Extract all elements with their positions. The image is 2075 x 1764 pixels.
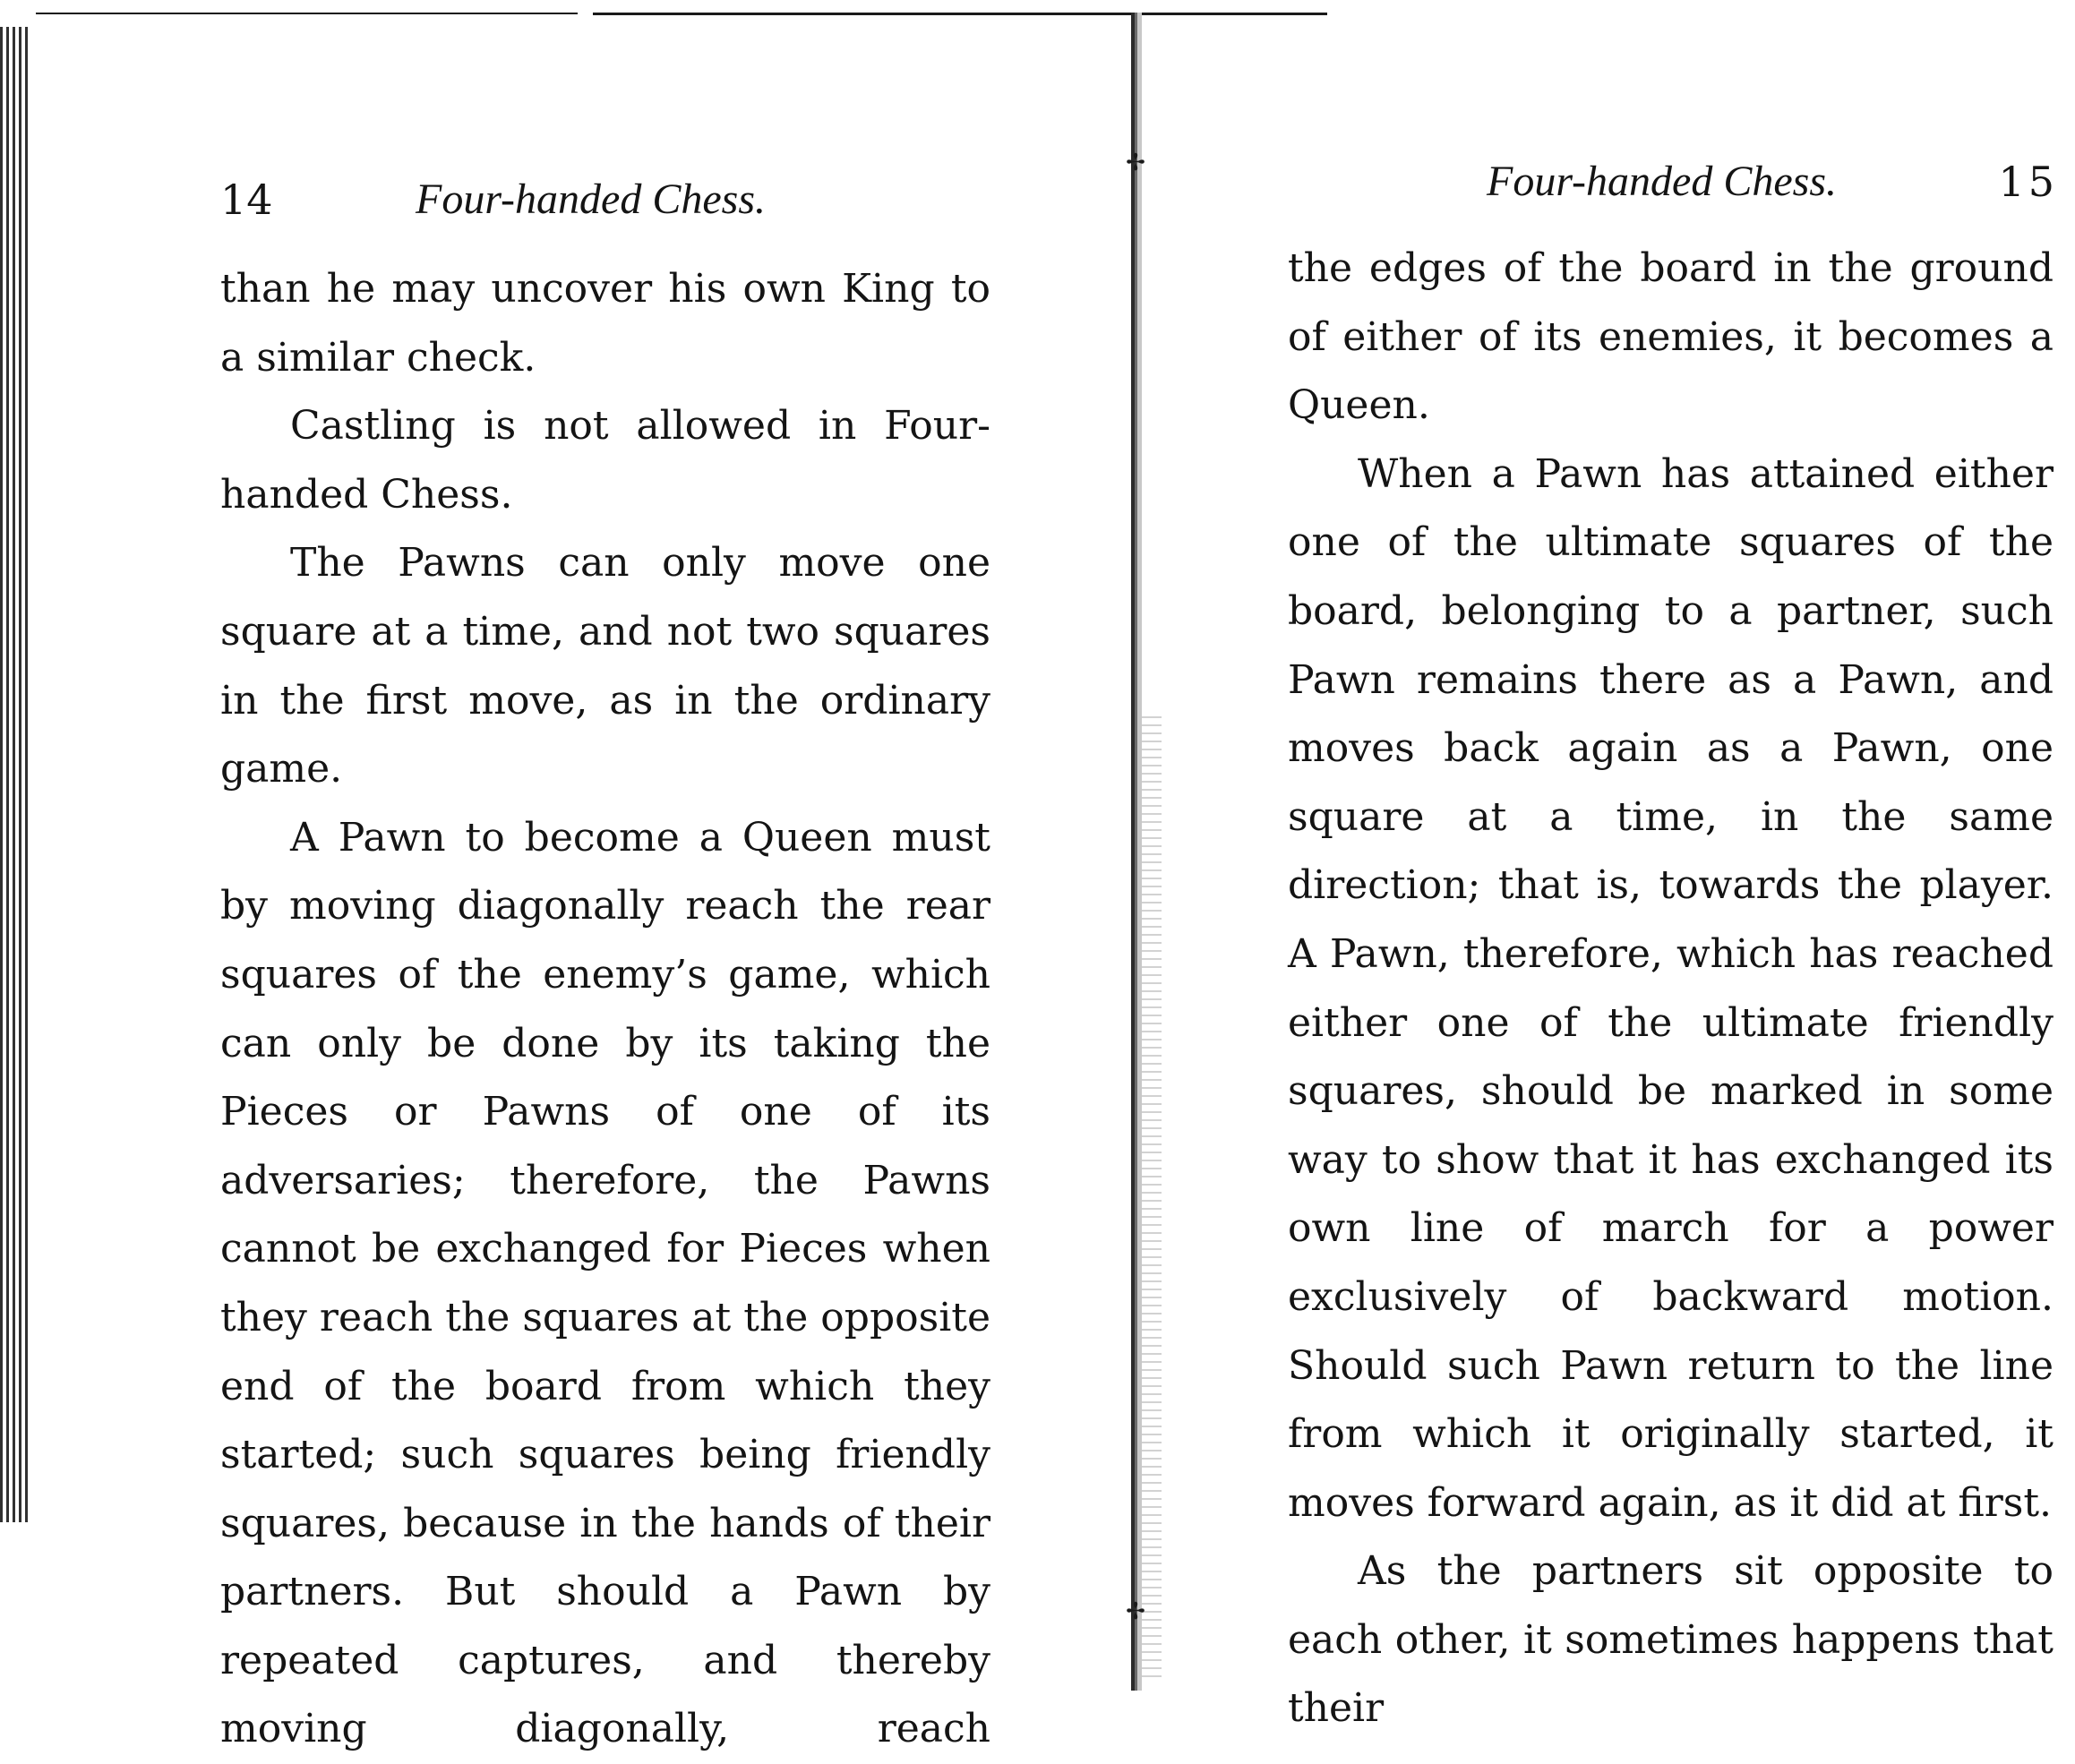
gutter-fold [1131, 13, 1142, 1691]
page-header [1162, 150, 2058, 213]
binding-thread-mark: ✢ [1126, 1598, 1145, 1625]
paragraph: Castling is not allowed in Four-handed Chess. [220, 403, 990, 518]
paragraph: As the partners sit opposite to each other, it sometimes happens that their [1288, 1548, 2054, 1732]
paragraph: When a Pawn has attained either one of the ultimate squares of the board, belonging to a partner, such Pawn remains there as a Pawn, and moves back again as a Pawn, one square at a time, in the same direction; that is, towards the player. A Pawn, therefore, which has reached either one of the ultimate friendly squares, should be marked in some way to show that it has exchanged its own line of march for a power exclusively of backward motion. Should such Pawn return to the line from which it originally started, it moves forward again, as it did at first. [1288, 450, 2054, 1526]
page-body [220, 255, 990, 1764]
page-number: 15 [1998, 158, 2058, 206]
binding-thread-mark: ✢ [1126, 150, 1145, 176]
page-number: 14 [220, 176, 273, 224]
paragraph: than he may uncover his own King to a similar check. [220, 266, 990, 381]
right-page [1162, 0, 2075, 1732]
paragraph: the edges of the board in the ground of either of its enemies, it becomes a Queen. [1288, 245, 2054, 429]
page-header [220, 168, 1008, 231]
running-title: Four-handed Chess. [1487, 158, 1838, 205]
gutter-shadow [1142, 716, 1162, 1683]
running-title: Four-handed Chess. [416, 176, 767, 223]
paragraph: The Pawns can only move one square at a time, and not two squares in the first move, as in the ordinary game. [220, 540, 990, 792]
page-body [1288, 235, 2054, 1743]
paragraph: A Pawn to become a Queen must by moving diagonally reach the rear squares of the enemy’s game, which can only be done by its taking the Pieces or Pawns of one of its adversaries; therefore, the Pawns cannot be exchanged for Pieces when they reach the squares at the opposite end of the board from which they started; such squares being friendly squares, because in the hands of their partners. But should a Pawn by repeated captures, and thereby moving diagonally, reach [220, 814, 990, 1752]
